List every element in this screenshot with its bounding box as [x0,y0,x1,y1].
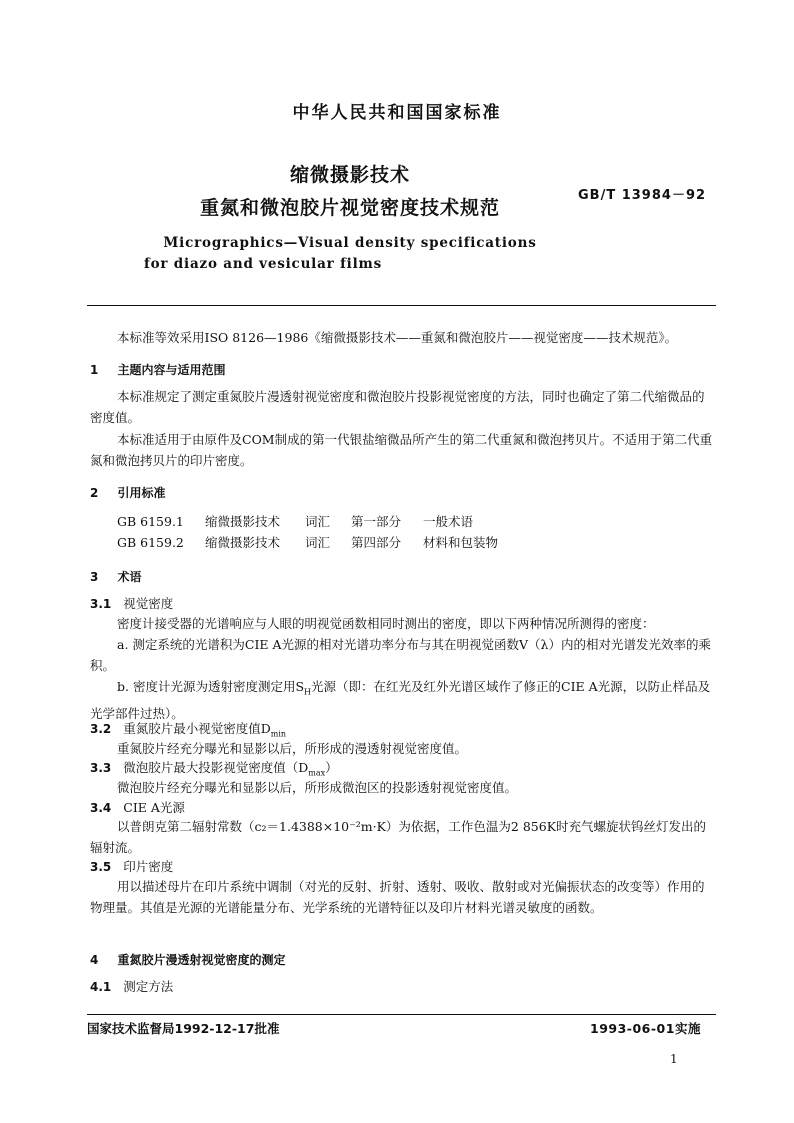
subsection-number: 3.1 [90,597,112,611]
page-number: 1 [670,1052,678,1066]
reference-row [117,512,473,530]
subsection-number: 4.1 [90,980,112,994]
subsection-3-4-heading [90,798,185,816]
english-title-line-2: for diazo and vesicular films [143,256,383,272]
reference-part: 词汇 [305,535,331,550]
section-number: 2 [90,486,99,500]
reference-title: 缩微摄影技术 [205,514,281,529]
english-title-line-1: Micrographics—Visual density specifications [163,235,537,251]
title-line-1: 缩微摄影技术 [289,164,410,186]
subsection-number: 3.4 [90,801,112,815]
section-title: 术语 [117,570,142,584]
subsection-title: CIE A光源 [123,800,185,815]
intro-paragraph: 本标准等效采用ISO 8126—1986《缩微摄影技术——重氮和微泡胶片——视觉密度——技术规范》。 [117,330,678,345]
subsection-3-2-heading [90,719,286,739]
subsection-3-4-paragraph: 以普朗克第二辐射常数（c₂＝1.4388×10⁻²m·K）为依据，工作色温为2 856K时充气螺旋状钨丝灯发出的辐射流。 [90,819,707,855]
reference-part: 词汇 [305,514,331,529]
subsection-4-1-heading [90,977,173,995]
section-1-paragraph-1: 本标准规定了测定重氮胶片漫透射视觉密度和微泡胶片投影视觉密度的方法，同时也确定了第二代缩微品的密度值。 [90,389,705,425]
subsection-3-3-paragraph: 微泡胶片经充分曝光和显影以后，所形成微泡区的投影透射视觉密度值。 [117,780,518,795]
title-line-2: 重氮和微泡胶片视觉密度技术规范 [199,197,500,219]
section-3-heading [90,566,141,585]
section-title: 重氮胶片漫透射视觉密度的测定 [117,953,286,967]
section-1-paragraph-2: 本标准适用于由原件及COM制成的第一代银盐缩微品所产生的第二代重氮和微泡拷贝片。不适用于第二代重氮和微泡拷贝片的印片密度。 [90,432,713,468]
subsection-3-1-paragraph: 密度计接受器的光谱响应与人眼的明视觉函数相同时测出的密度，即以下两种情况所测得的密度： [117,616,655,631]
subsection-number: 3.5 [90,860,112,874]
section-title: 主题内容与适用范围 [117,363,226,377]
header-divider [87,305,716,306]
subsection-3-5-paragraph: 用以描述母片在印片系统中调制（对光的反射、折射、透射、吸收、散射或对光偏振状态的改变等）作用的物理量。其值是光源的光谱能量分布、光学系统的光谱特征以及印片材料光谱灵敏度的函数。 [90,879,705,915]
reference-subject: 一般术语 [423,514,474,529]
reference-row [117,533,498,551]
reference-title: 缩微摄影技术 [205,535,281,550]
subsection-title: 测定方法 [123,979,174,994]
subsection-3-5-heading [90,857,173,875]
subsection-3-1-item-b: b. 密度计光源为透射密度测定用$S_H$光源（即：在红光及红外光谱区域作了修正的CIE A光源，以防止样品及光学部件过热）。 [90,679,711,721]
national-standard-heading: 中华人民共和国国家标准 [292,103,502,123]
reference-subject: 材料和包装物 [423,535,499,550]
subsection-3-1-item-a: a. 测定系统的光谱积为CIE A光源的相对光谱功率分布与其在明视觉函数V（λ）内的相对光谱发光效率的乘积。 [90,637,711,673]
section-4-heading [90,949,285,968]
footer-divider [87,1014,716,1015]
reference-code: GB 6159.2 [117,535,184,550]
section-2-heading [90,482,165,501]
reference-section: 第四部分 [351,535,402,550]
subsection-3-3-heading [90,758,338,778]
reference-section: 第一部分 [351,514,402,529]
subsection-title: 视觉密度 [123,596,174,611]
subsection-title: 印片密度 [123,859,174,874]
section-title: 引用标准 [117,486,166,500]
subsection-number: 3.3 [90,761,112,775]
effective-date: 1993-06-01实施 [590,1021,701,1036]
subsection-number: 3.2 [90,722,112,736]
subsection-3-1-heading [90,594,173,612]
section-1-heading [90,359,225,378]
section-number: 1 [90,363,99,377]
approval-date: 国家技术监督局1992-12-17批准 [87,1021,280,1036]
section-number: 3 [90,570,99,584]
reference-code: GB 6159.1 [117,514,184,529]
subsection-3-2-paragraph: 重氮胶片经充分曝光和显影以后，所形成的漫透射视觉密度值。 [117,741,468,756]
section-number: 4 [90,953,99,967]
subsection-title: 重氮胶片最小视觉密度值$D_{min}$ [123,721,287,739]
subsection-title: 微泡胶片最大投影视觉密度值$(D_{max})$ [123,760,338,778]
standard-code: GB/T 13984－92 [578,188,707,203]
